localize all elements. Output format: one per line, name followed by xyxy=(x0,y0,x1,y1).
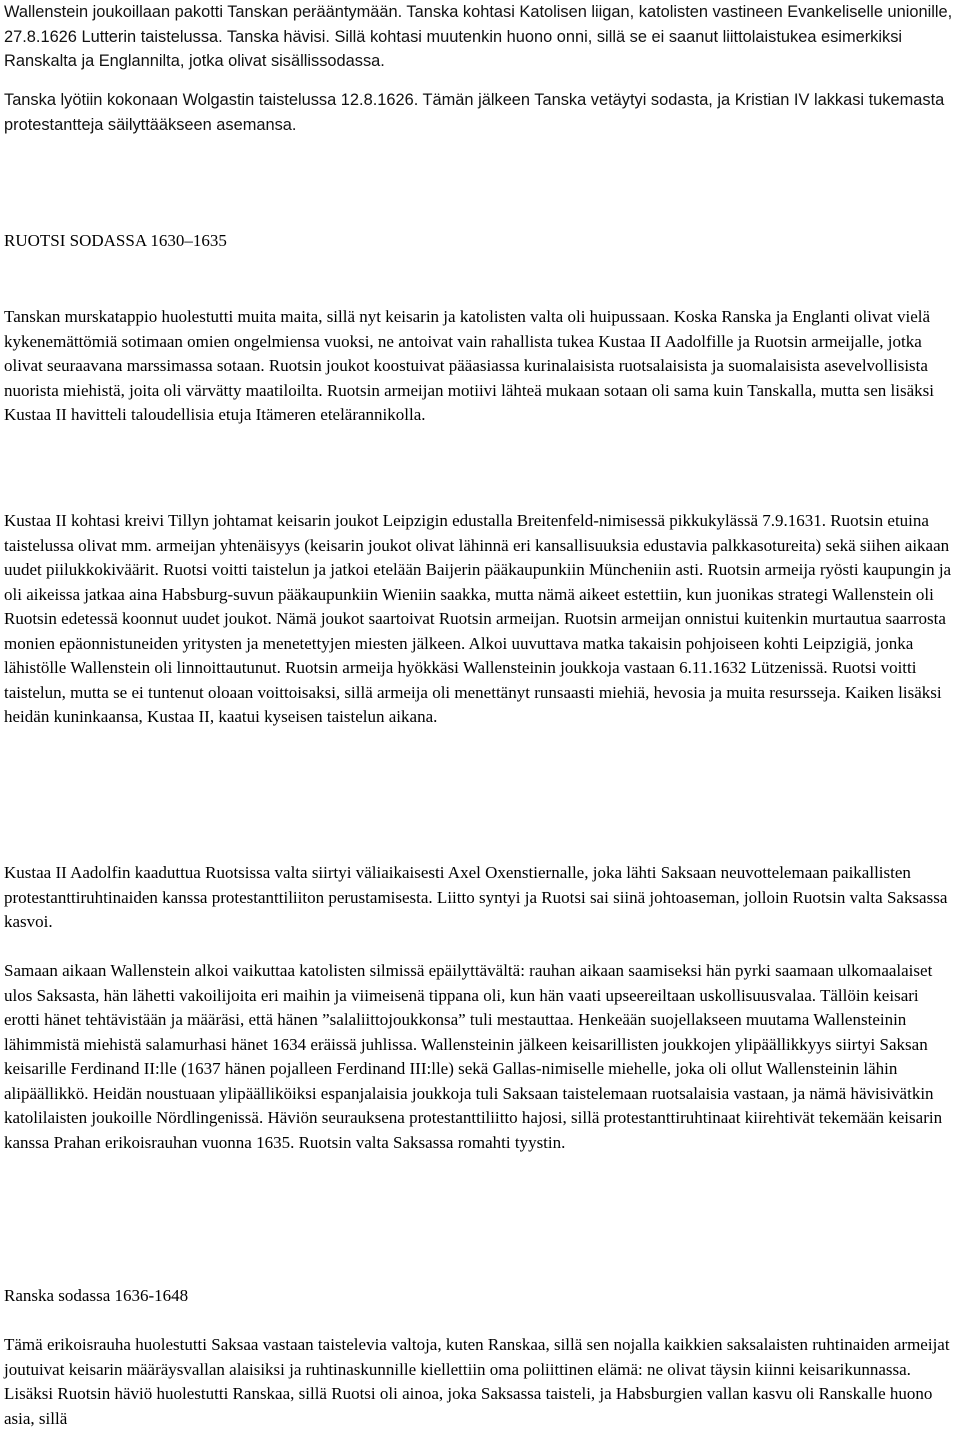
paragraph-3: Tanskan murskatappio huolestutti muita maita, sillä nyt keisarin ja katolisten valta oli huipussaan. Koska Ranska ja Englanti olivat vielä kykenemättömiä sotimaan omien ongelmiensa vuoksi, ne antoivat vain rahallista tukea Kustaa II Aadolfille ja Ruotsin armeijalle, jotka olivat seuraavana marssimassa sotaan. Ruotsin joukot koostuivat pääasiassa kurinalaisista ruotsalaisista ja suomalaisista asevelvollisista nuorista miehistä, joita oli värvätty maatiloilta. Ruotsin armeijan motiivi lähteä mukaan sotaan oli sama kuin Tanskalla, mutta sen lisäksi Kustaa II havitteli taloudellisia etuja Itämeren etelärannikolla. xyxy=(4,307,934,424)
paragraph-7: Tämä erikoisrauha huolestutti Saksaa vastaan taistelevia valtoja, kuten Ranskaa, sillä sen nojalla kaikkien saksalaisten ruhtinaiden armeijat joutuivat keisarin määräysvallan alaisiksi ja ruhtinaskunnille kiellettiin oma poliittinen elämä: ne olivat täysin kiinni keisarikunnassa. Lisäksi Ruotsin häviö huolestutti Ranskaa, sillä Ruotsi oli ainoa, joka Saksassa taisteli, ja Habsburgien vallan kasvu oli Ranskalle huono asia, sillä xyxy=(4,1335,950,1428)
paragraph-1: Wallenstein joukoillaan pakotti Tanskan perääntymään. Tanska kohtasi Katolisen liigan, katolisten vastineen Evankeliselle unionille, 27.8.1626 Lutterin taistelussa. Tanska hävisi. Sillä kohtasi muutenkin huono onni, sillä se ei saanut liittolaistukea esimerkiksi Ranskalta ja Englannilta, jotka olivat sisällissodassa. xyxy=(4,3,953,70)
paragraph-5: Kustaa II Aadolfin kaaduttua Ruotsissa valta siirtyi väliaikaisesti Axel Oxenstiernalle, joka lähti Saksaan neuvottelemaan paikallisten protestanttiruhtinaiden kanssa protestanttiliiton perustamisesta. Liitto syntyi ja Ruotsi sai siinä johtoaseman, jolloin Ruotsin valta Saksassa kasvoi. xyxy=(4,863,948,931)
paragraph-6: Samaan aikaan Wallenstein alkoi vaikuttaa katolisten silmissä epäilyttävältä: rauhan aikaan saamiseksi hän pyrki saamaan ulkomaalaiset ulos Saksasta, hän lähetti vakoilijoita eri maihin ja viimeisenä tippana oli, kun hän vaati upseereiltaan uskollisuusvalaa. Tällöin keisari erotti hänet tehtävistään ja määräsi, että hänen ”salaliittojoukkonsa” tuli mestauttaa. Henkeään suojellakseen muutama Wallensteinin lähimmistä miehistä salamurhasi hänet 1634 eräissä juhlissa. Wallensteinin jälkeen keisarillisten joukkojen ylipäällikkyys siirtyi Saksan keisarille Ferdinand II:lle (1637 hänen pojalleen Ferdinand III:lle) sekä Gallas-nimiselle miehelle, joka oli ollut Wallensteinin lähin alipäällikkö. Heidän noustuaan ylipäälliköiksi espanjalaisia joukkoja tuli Saksaan taistelemaan ruotsalaisia vastaan, ja nämä hävisivätkin katolilaisten joukoille Nördlingenissä. Häviön seurauksena protestanttiliitto hajosi, sillä protestanttiruhtinaat kiirehtivät tekemään keisarin kanssa Prahan erikoisrauhan vuonna 1635. Ruotsin valta Saksassa romahti tyystin. xyxy=(4,961,943,1152)
section-heading-ranska: Ranska sodassa 1636-1648 xyxy=(4,1286,189,1305)
paragraph-4: Kustaa II kohtasi kreivi Tillyn johtamat keisarin joukot Leipzigin edustalla Breitenfeld-nimisessä pikkukylässä 7.9.1631. Ruotsin etuina taistelussa olivat mm. armeijan yhtenäisyys (keisarin joukot olivat lähinnä eri kansallisuuksia edustavia palkkasotureita) sekä siihen aikaan uudet piilukkokiväärit. Ruotsi voitti taistelun ja jatkoi etelään Baijerin pääkaupunkiin Müncheniin asti. Ruotsin armeija ryösti kaupungin ja oli aikeissa jatkaa aina Habsburg-suvun pääkaupunkiin Wieniin saakka, mutta nämä aikeet estettiin, kun juonikas strategi Wallenstein oli Ruotsin edetessä koonnut uudet joukot. Nämä joukot saartoivat Ruotsin armeijan. Ruotsin armeijan onnistui kuitenkin murtautua saarrosta monien epäonnistuneiden yritysten ja menetettyjen miesten jälkeen. Alkoi uuvuttava matka takaisin pohjoiseen kohti Leipzigiä, jonka lähistölle Wallenstein oli linnoittautunut. Ruotsin armeija hyökkäsi Wallensteinin joukkoja vastaan 6.11.1632 Lützenissä. Ruotsi voitti taistelun, mutta se ei tuntenut oloaan voittoisaksi, sillä armeija oli menettänyt runsaasti miehiä, hevosia ja muita resursseja. Kaiken lisäksi heidän kuninkaansa, Kustaa II, kaatui kyseisen taistelun aikana. xyxy=(4,511,952,726)
section-heading-ruotsi: RUOTSI SODASSA 1630–1635 xyxy=(4,231,227,250)
paragraph-2: Tanska lyötiin kokonaan Wolgastin taistelussa 12.8.1626. Tämän jälkeen Tanska vetäytyi sodasta, ja Kristian IV lakkasi tukemasta protestantteja säilyttääkseen asemansa. xyxy=(4,91,945,134)
